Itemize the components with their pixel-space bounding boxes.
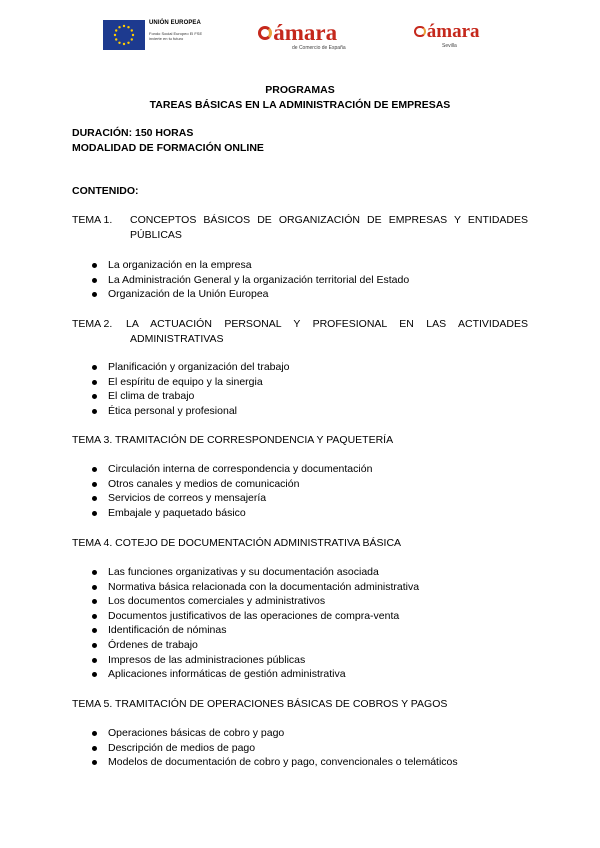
camara-espana-logo [258, 22, 346, 51]
list-item: Las funciones organizativas y su documentación asociada [92, 565, 419, 580]
list-item: Documentos justificativos de las operaciones de compra-venta [92, 609, 419, 624]
tema-1-title [72, 213, 528, 243]
eu-star-icon [114, 34, 116, 36]
eu-flag-icon [103, 20, 145, 50]
eu-star-icon [123, 25, 125, 27]
list-item: El espíritu de equipo y la sinergia [92, 375, 290, 390]
eu-star-icon [127, 26, 129, 28]
list-item: Impresos de las administraciones públicas [92, 653, 419, 668]
eu-star-icon [118, 26, 120, 28]
list-item: Otros canales y medios de comunicación [92, 477, 372, 492]
camara-subtitle: de Comercio de España [292, 45, 346, 51]
camara-c-icon [414, 26, 426, 38]
document-heading: PROGRAMAS [265, 84, 335, 96]
list-item: Los documentos comerciales y administrativos [92, 594, 419, 609]
tema-number: TEMA 2. [72, 318, 113, 330]
list-item: Normativa básica relacionada con la documentación administrativa [92, 580, 419, 595]
tema-title-line: CONCEPTOS BÁSICOS DE ORGANIZACIÓN DE EMPRESAS Y ENTIDADES [130, 214, 528, 226]
course-title: TAREAS BÁSICAS EN LA ADMINISTRACIÓN DE EMPRESAS [149, 99, 451, 111]
tema-4-title: TEMA 4. COTEJO DE DOCUMENTACIÓN ADMINISTRATIVA BÁSICA [72, 537, 402, 549]
eu-star-icon [115, 29, 117, 31]
tema-2-title [72, 317, 528, 347]
list-item: Descripción de medios de pago [92, 741, 458, 756]
duration-line: DURACIÓN: 150 HORAS [72, 127, 194, 139]
header-logos [0, 18, 600, 58]
list-item: Planificación y organización del trabajo [92, 360, 290, 375]
tema-5-title: TEMA 5. TRAMITACIÓN DE OPERACIONES BÁSICAS DE COBROS Y PAGOS [72, 698, 448, 710]
list-item: El clima de trabajo [92, 389, 290, 404]
tema-3-list [92, 462, 372, 520]
eu-star-icon [115, 38, 117, 40]
list-item: Aplicaciones informáticas de gestión administrativa [92, 667, 419, 682]
tema-number: TEMA 1. [72, 214, 113, 226]
modality-line: MODALIDAD DE FORMACIÓN ONLINE [72, 142, 264, 154]
tema-2-list [92, 360, 290, 418]
content-heading: CONTENIDO: [72, 185, 139, 197]
list-item: Operaciones básicas de cobro y pago [92, 726, 458, 741]
camara-subtitle: Sevilla [442, 43, 457, 49]
eu-star-icon [131, 38, 133, 40]
eu-star-icon [131, 29, 133, 31]
list-item: Ética personal y profesional [92, 404, 290, 419]
camara-word: ámara [426, 21, 480, 42]
list-item: Identificación de nóminas [92, 623, 419, 638]
eu-title: UNIÓN EUROPEA [149, 20, 201, 26]
tema-5-list [92, 726, 458, 770]
camara-word: ámara [273, 20, 338, 45]
eu-star-icon [132, 34, 134, 36]
list-item: Circulación interna de correspondencia y documentación [92, 462, 372, 477]
eu-star-icon [127, 42, 129, 44]
eu-logo [103, 20, 203, 52]
eu-star-icon [118, 42, 120, 44]
camara-c-icon [258, 26, 272, 40]
tema-title-line: LA ACTUACIÓN PERSONAL Y PROFESIONAL EN LAS ACTIVIDADES [126, 318, 528, 330]
tema-1-list [92, 258, 409, 302]
tema-title-line: PÚBLICAS [130, 229, 182, 241]
list-item: Organización de la Unión Europea [92, 287, 409, 302]
camara-sevilla-logo [414, 22, 480, 49]
tema-3-title: TEMA 3. TRAMITACIÓN DE CORRESPONDENCIA Y PAQUETERÍA [72, 434, 394, 446]
tema-title-line: ADMINISTRATIVAS [130, 333, 224, 345]
list-item: Servicios de correos y mensajería [92, 491, 372, 506]
list-item: Embajale y paquetado básico [92, 506, 372, 521]
list-item: Órdenes de trabajo [92, 638, 419, 653]
tema-4-list [92, 565, 419, 682]
eu-subtitle: Fondo Social Europeo El FSE invierte en tu futuro [149, 31, 203, 41]
list-item: Modelos de documentación de cobro y pago, convencionales o telemáticos [92, 755, 458, 770]
eu-star-icon [123, 43, 125, 45]
list-item: La organización en la empresa [92, 258, 409, 273]
list-item: La Administración General y la organización territorial del Estado [92, 273, 409, 288]
